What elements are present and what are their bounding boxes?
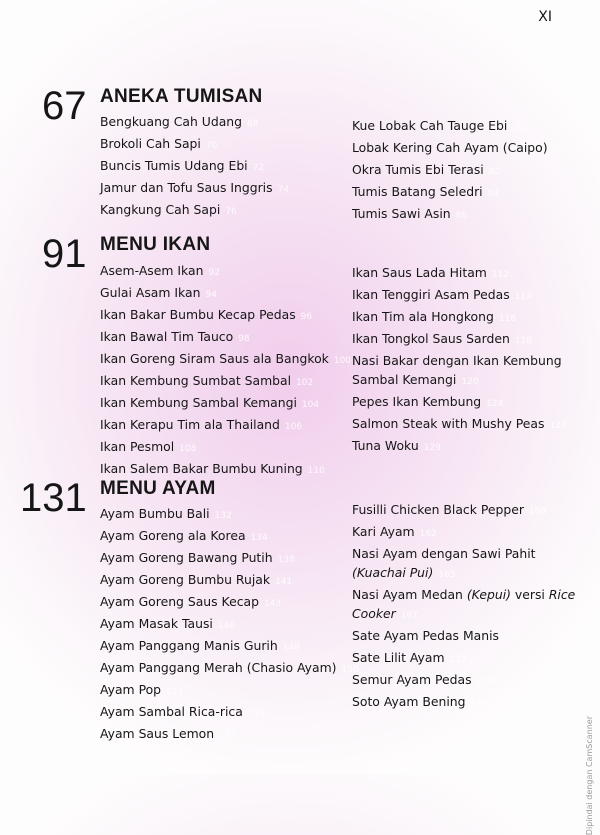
recipe-page-number: 124: [486, 399, 504, 409]
recipe-entry: [352, 370, 567, 392]
recipe-page-number: 92: [208, 268, 220, 278]
recipe-entry: [100, 371, 351, 393]
recipe-name: Brokoli Cah Sapi: [100, 136, 201, 151]
recipe-name: Ayam Goreng Bawang Putih: [100, 550, 273, 565]
recipe-name: Ayam Sambal Rica-rica: [100, 704, 243, 719]
recipe-page-number: 110: [307, 466, 325, 476]
recipe-page-number: 174: [476, 677, 494, 687]
recipe-page-number: 70: [205, 141, 218, 151]
recipe-name: Ikan Salem Bakar Bumbu Kuning: [100, 461, 303, 476]
recipe-page-number: 94: [205, 290, 217, 300]
recipe-page-number: 165: [438, 570, 456, 580]
recipe-page-number: 86: [455, 211, 468, 221]
recipe-name: Soto Ayam Bening: [352, 694, 466, 709]
recipe-page-number: 129: [423, 443, 441, 453]
recipe-name: Ayam Panggang Merah (Chasio Ayam): [100, 660, 337, 675]
recipe-name: Ikan Saus Lada Hitam: [352, 265, 487, 280]
recipe-name: Gulai Asam Ikan: [100, 285, 201, 300]
recipe-entry: [352, 263, 567, 285]
recipe-page-number: 96: [300, 312, 313, 322]
recipe-name: Okra Tumis Ebi Terasi: [352, 162, 484, 177]
recipe-entry: [100, 592, 359, 614]
recipe-page-number: 84: [487, 189, 500, 199]
recipe-page-number: 108: [179, 444, 197, 454]
recipe-entry: [100, 702, 359, 724]
recipe-page-number: 146: [217, 621, 236, 631]
recipe-entry: [100, 349, 351, 371]
page-number: XI: [538, 9, 552, 25]
recipe-entry: [100, 570, 359, 592]
recipe-entry: [352, 626, 575, 648]
recipe-name: Ikan Pesmol: [100, 439, 175, 454]
recipe-list-left: [100, 112, 289, 222]
recipe-entry: [100, 327, 351, 349]
recipe-page-number: 150: [341, 665, 359, 675]
recipe-page-number: 116: [498, 314, 517, 324]
recipe-entry: [100, 614, 359, 636]
recipe-name: Kue Lobak Cah Tauge Ebi: [352, 118, 508, 133]
recipe-entry: [352, 585, 575, 604]
recipe-name: Ikan Goreng Siram Saus ala Bangkok: [100, 351, 329, 366]
recipe-entry: [100, 415, 351, 437]
recipe-entry: [100, 200, 289, 222]
recipe-name: Ikan Kerapu Tim ala Thailand: [100, 417, 280, 432]
recipe-entry: [352, 414, 567, 436]
scanner-watermark: Dipindai dengan CamScanner: [585, 716, 594, 835]
recipe-entry: [352, 522, 575, 544]
recipe-name: Tumis Sawi Asin: [352, 206, 451, 221]
recipe-name: Ayam Saus Lemon: [100, 726, 215, 741]
recipe-page-number: 114: [514, 292, 532, 302]
recipe-page-number: 78: [512, 123, 524, 133]
recipe-page-number: 160: [528, 507, 547, 517]
recipe-name: Ayam Bumbu Bali: [100, 506, 210, 521]
recipe-page-number: 172: [449, 655, 467, 665]
recipe-name: Tuna Woku: [352, 438, 419, 453]
recipe-name: Ikan Bakar Bumbu Kecap Pedas: [100, 307, 296, 322]
recipe-entry: [100, 680, 359, 702]
recipe-name: Pepes Ikan Kembung: [352, 394, 482, 409]
recipe-page-number: 143: [263, 599, 282, 609]
recipe-name: Ikan Kembung Sambal Kemangi: [100, 395, 297, 410]
recipe-entry: [352, 544, 575, 563]
recipe-entry: [352, 500, 575, 522]
recipe-entry: [100, 134, 289, 156]
recipe-name: Ayam Goreng Saus Kecap: [100, 594, 259, 609]
recipe-page-number: 120: [461, 377, 479, 387]
recipe-list-left: [100, 504, 359, 746]
recipe-page-number: 157: [219, 731, 237, 741]
recipe-name: Lobak Kering Cah Ayam (Caipo): [352, 140, 548, 155]
recipe-name: Ikan Tim ala Hongkong: [352, 309, 494, 324]
recipe-page-number: 68: [247, 119, 259, 129]
recipe-list-left: [100, 261, 351, 481]
recipe-entry: [100, 156, 289, 178]
recipe-list-right: [352, 500, 575, 714]
recipe-page-number: 153: [166, 687, 184, 697]
recipe-entry: [100, 437, 351, 459]
recipe-page-number: 134: [250, 533, 268, 543]
recipe-name: Sate Lilit Ayam: [352, 650, 445, 665]
recipe-entry: [100, 261, 351, 283]
recipe-entry: [352, 648, 575, 670]
recipe-entry: [352, 160, 564, 182]
recipe-entry: [352, 351, 567, 370]
recipe-name: Asem-Asem Ikan: [100, 263, 204, 278]
recipe-name: Cooker: [352, 606, 396, 621]
recipe-entry: [100, 548, 359, 570]
recipe-entry: [352, 329, 567, 351]
section-title: ANEKA TUMISAN: [100, 86, 263, 107]
recipe-name: Tumis Batang Seledri: [352, 184, 483, 199]
recipe-entry: [352, 670, 575, 692]
recipe-list-right: [352, 263, 567, 458]
recipe-page-number: 127: [549, 421, 567, 431]
recipe-page-number: 138: [277, 555, 295, 565]
recipe-page-number: 100: [333, 356, 352, 366]
recipe-name: Jamur dan Tofu Saus Inggris: [100, 180, 273, 195]
section-title: MENU IKAN: [100, 234, 211, 255]
recipe-name: Kangkung Cah Sapi: [100, 202, 221, 217]
recipe-name: Ikan Tenggiri Asam Pedas: [352, 287, 510, 302]
recipe-name: Sambal Kemangi: [352, 372, 457, 387]
recipe-page-number: 148: [282, 643, 300, 653]
recipe-entry: [100, 658, 359, 680]
recipe-entry: [100, 526, 359, 548]
recipe-name: Fusilli Chicken Black Pepper: [352, 502, 524, 517]
section-number: 91: [42, 232, 87, 276]
recipe-entry: [100, 504, 359, 526]
recipe-page-number: 104: [301, 400, 320, 410]
recipe-page-number: 76: [225, 207, 237, 217]
recipe-list-right: [352, 116, 564, 226]
recipe-entry: [352, 563, 575, 585]
recipe-page-number: 112: [491, 270, 510, 280]
recipe-name: Nasi Bakar dengan Ikan Kembung: [352, 353, 562, 368]
section-title: MENU AYAM: [100, 478, 216, 499]
section-number: 131: [20, 476, 87, 520]
recipe-page-number: 155: [247, 709, 265, 719]
recipe-page-number: 141: [275, 577, 293, 587]
recipe-name: Nasi Ayam Medan (Kepui) versi Rice: [352, 587, 576, 602]
section-number: 67: [42, 84, 87, 128]
recipe-entry: [352, 604, 575, 626]
recipe-entry: [352, 392, 567, 414]
recipe-name: Semur Ayam Pedas: [352, 672, 472, 687]
recipe-name: Ikan Tongkol Saus Sarden: [352, 331, 510, 346]
recipe-name: Ikan Bawal Tim Tauco: [100, 329, 234, 344]
recipe-entry: [100, 636, 359, 658]
recipe-entry: [100, 393, 351, 415]
recipe-page-number: 132: [214, 511, 232, 521]
recipe-name: (Kuachai Pui): [352, 565, 434, 580]
recipe-entry: [352, 692, 575, 714]
recipe-name: Ayam Pop: [100, 682, 162, 697]
recipe-name: Ikan Kembung Sumbat Sambal: [100, 373, 292, 388]
recipe-page-number: 102: [296, 378, 314, 388]
recipe-entry: [100, 112, 289, 134]
recipe-entry: [352, 182, 564, 204]
recipe-page-number: 176: [470, 699, 488, 709]
recipe-page-number: 98: [238, 334, 250, 344]
recipe-entry: [352, 116, 564, 138]
recipe-entry: [100, 724, 359, 746]
recipe-page-number: 170: [504, 633, 522, 643]
recipe-entry: [352, 204, 564, 226]
recipe-name: Ayam Goreng Bumbu Rujak: [100, 572, 271, 587]
recipe-page-number: 106: [284, 422, 303, 432]
recipe-entry: [352, 436, 567, 458]
recipe-name: Bengkuang Cah Udang: [100, 114, 243, 129]
recipe-page-number: 80: [552, 145, 565, 155]
recipe-page-number: 118: [514, 336, 533, 346]
recipe-page-number: 162: [419, 529, 437, 539]
recipe-name: Nasi Ayam dengan Sawi Pahit: [352, 546, 536, 561]
recipe-entry: [352, 138, 564, 160]
recipe-entry: [100, 178, 289, 200]
recipe-entry: [352, 285, 567, 307]
recipe-name: Sate Ayam Pedas Manis: [352, 628, 499, 643]
recipe-page-number: 72: [252, 163, 265, 173]
recipe-name: Ayam Goreng ala Korea: [100, 528, 246, 543]
recipe-name: Salmon Steak with Mushy Peas: [352, 416, 545, 431]
recipe-page-number: 82: [488, 167, 501, 177]
recipe-name: Ayam Masak Tausi: [100, 616, 213, 631]
recipe-name: Kari Ayam: [352, 524, 415, 539]
recipe-name: Ayam Panggang Manis Gurih: [100, 638, 278, 653]
recipe-entry: [352, 307, 567, 329]
recipe-entry: [100, 305, 351, 327]
recipe-page-number: 74: [277, 185, 290, 195]
recipe-page-number: 167: [400, 611, 418, 621]
recipe-name: Buncis Tumis Udang Ebi: [100, 158, 248, 173]
recipe-entry: [100, 283, 351, 305]
